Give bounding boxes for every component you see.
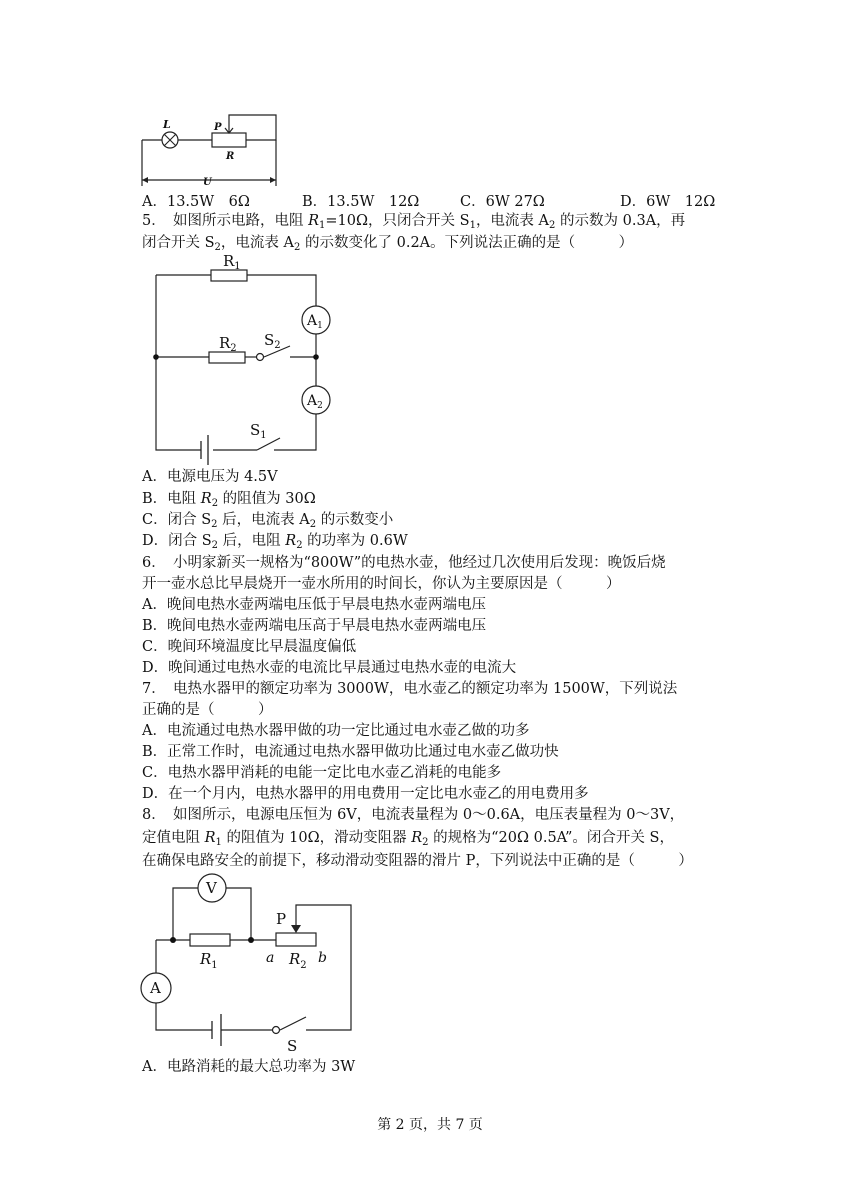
q5-stem-line-1: 5． 如图所示电路，电阻 $R_1=10\Omega$，只闭合开关 $S_1$，电流表 $A_2$ 的示数为 0.3A，再	[142, 213, 686, 231]
q7-option-d: D．在一个月内，电热水器甲的用电费用一定比电水壶乙的用电费用多	[142, 786, 589, 802]
q8-label-end-a: a	[266, 950, 275, 966]
q5-label-a1: $A_1$	[307, 313, 323, 331]
q8-label-v: V	[206, 879, 217, 897]
q5-option-c: C．闭合 $S_2$ 后，电流表 $A_2$ 的示数变小	[142, 512, 394, 530]
q8-stem-line-2: 定值电阻 $R_1$ 的阻值为 10Ω，滑动变阻器 $R_2$ 的规格为“20Ω 0.5A”。闭合开关 S，	[142, 830, 674, 848]
q4-option-d: D．6W 12Ω	[620, 194, 716, 210]
q8-stem-line-1: 8． 如图所示，电源电压恒为 6V，电流表量程为 0～0.6A，电压表量程为 0～3V，	[142, 807, 685, 823]
q4-option-a: A．13.5W 6Ω	[142, 194, 250, 210]
q4-label-l: L	[163, 118, 171, 131]
q6-stem-line-1: 6． 小明家新买一规格为“800W”的电热水壶，他经过几次使用后发现：晚饭后烧	[142, 555, 666, 571]
q8-label-s: S	[287, 1037, 298, 1055]
q5-option-a: A．电源电压为 4.5V	[142, 469, 278, 485]
q7-option-b: B．正常工作时，电流通过电热水器甲做功比通过电水壶乙做功快	[142, 744, 559, 760]
q6-option-b: B．晚间电热水壶两端电压高于早晨电热水壶两端电压	[142, 618, 487, 634]
q5-stem-line-2: 闭合开关 $S_2$，电流表 $A_2$ 的示数变化了 0.2A。下列说法正确的是（ ）	[142, 235, 634, 253]
q5-label-a2: $A_2$	[307, 393, 323, 411]
page-footer: 第 2 页，共 7 页	[377, 1117, 483, 1133]
q6-option-c: C．晚间环境温度比早晨温度偏低	[142, 639, 357, 655]
q5-label-s2: $S_2$	[264, 331, 281, 351]
q7-stem-line-2: 正确的是（ ）	[142, 702, 273, 718]
q8-label-r1: $R_1$	[200, 950, 218, 971]
q8-label-p: P	[276, 910, 287, 928]
q8-label-end-b: b	[318, 950, 327, 966]
q8-label-a: A	[150, 979, 161, 997]
q5-option-d: D．闭合 $S_2$ 后，电阻 $R_2$ 的功率为 0.6W	[142, 533, 408, 551]
q4-label-r: R	[226, 151, 235, 162]
q8-label-r2: $R_2$	[289, 950, 307, 971]
q4-option-b: B．13.5W 12Ω	[302, 194, 420, 210]
q7-option-c: C．电热水器甲消耗的电能一定比电水壶乙消耗的电能多	[142, 765, 502, 781]
q5-option-b: B．电阻 $R_2$ 的阻值为 30Ω	[142, 491, 316, 509]
q4-option-c: C．6W 27Ω	[460, 194, 545, 210]
q6-stem-line-2: 开一壶水总比早晨烧开一壶水所用的时间长，你认为主要原因是（ ）	[142, 576, 621, 592]
q5-label-s1: $S_1$	[250, 421, 267, 441]
q4-label-p: P	[214, 122, 222, 133]
q5-label-r1: $R_1$	[223, 252, 241, 272]
q7-stem-line-1: 7． 电热水器甲的额定功率为 3000W，电水壶乙的额定功率为 1500W，下列说法	[142, 681, 678, 697]
q6-option-d: D．晚间通过电热水壶的电流比早晨通过电热水壶的电流大	[142, 660, 517, 676]
q4-label-u: U	[203, 177, 212, 188]
q6-option-a: A．晚间电热水壶两端电压低于早晨电热水壶两端电压	[142, 597, 486, 613]
q5-label-r2: $R_2$	[219, 334, 237, 354]
q8-stem-line-3: 在确保电路安全的前提下，移动滑动变阻器的滑片 P，下列说法中正确的是（ ）	[142, 853, 693, 869]
q8-option-a: A．电路消耗的最大总功率为 3W	[142, 1059, 356, 1075]
q7-option-a: A．电流通过电热水器甲做的功一定比通过电水壶乙做的功多	[142, 723, 530, 739]
